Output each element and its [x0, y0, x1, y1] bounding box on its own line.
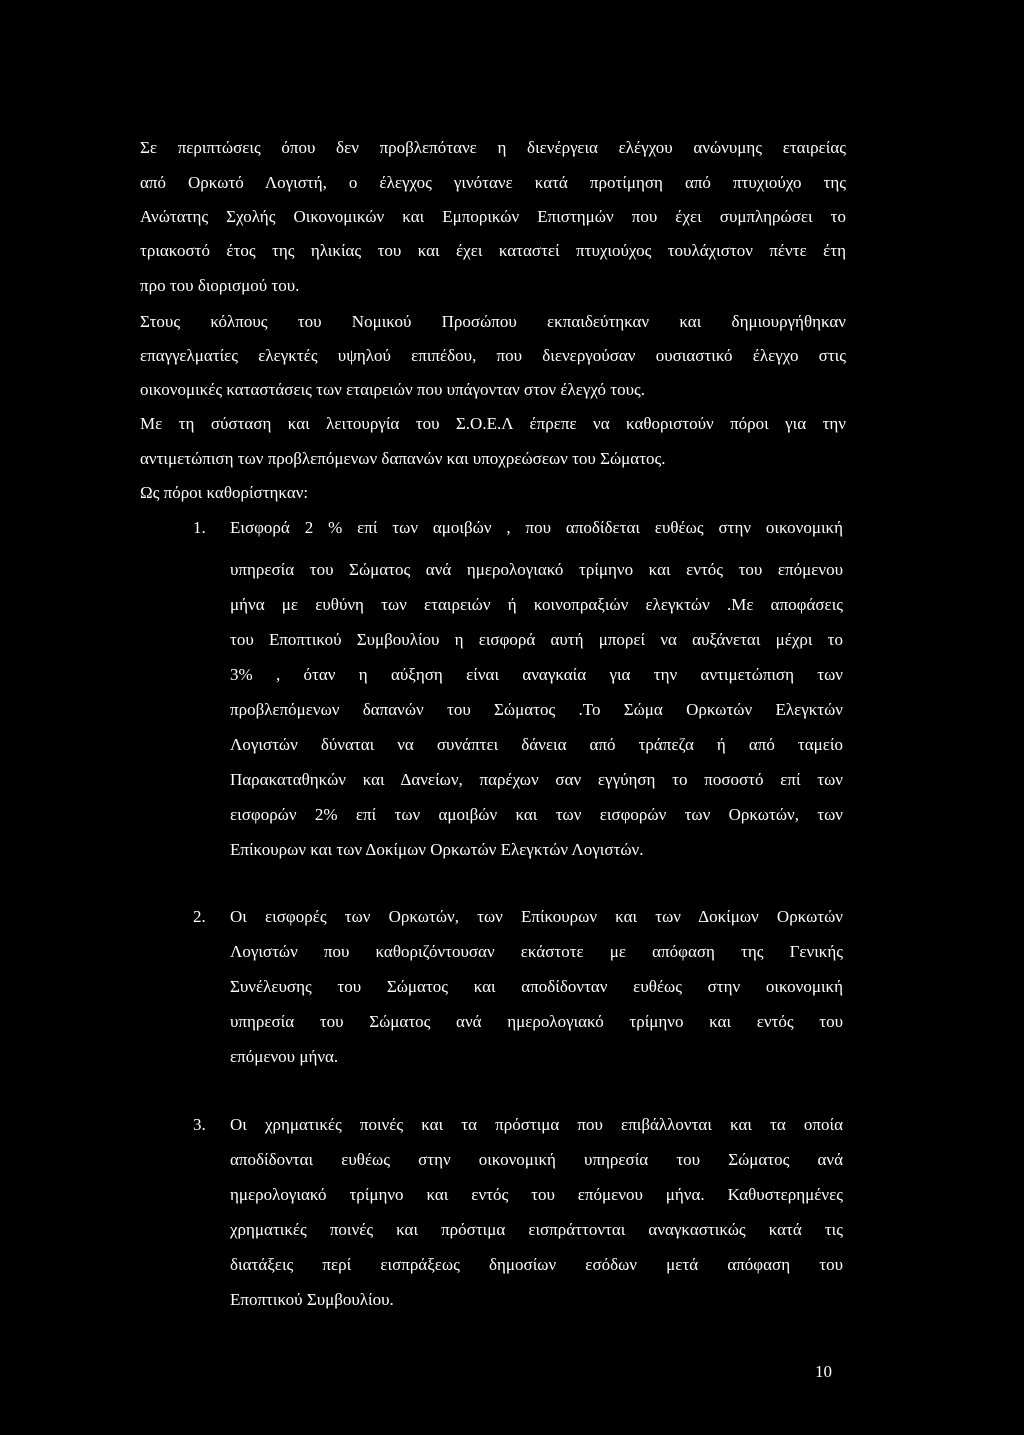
text-line: Με τη σύσταση και λειτουργία του Σ.Ο.Ε.Λ έπρεπε να καθοριστούν πόροι για την — [140, 414, 846, 433]
text-line: 3% , όταν η αύξηση είναι αναγκαία για την αντιμετώπιση των — [230, 665, 843, 684]
text-line: προβλεπόμενων δαπανών του Σώματος .Το Σώμα Ορκωτών Ελεγκτών — [230, 700, 843, 719]
text-line: Εποπτικού Συμβουλίου. — [230, 1290, 394, 1309]
text-line: Λογιστών που καθοριζόντουσαν εκάστοτε με απόφαση της Γενικής — [230, 942, 843, 961]
item-number: 1. — [193, 518, 206, 537]
text-line: χρηματικές ποινές και πρόστιμα εισπράττονται αναγκαστικώς κατά τις — [230, 1220, 843, 1239]
text-line: μήνα με ευθύνη των εταιρειών ή κοινοπραξιών ελεγκτών .Με αποφάσεις — [230, 595, 843, 614]
text-line: του Εποπτικού Συμβουλίου η εισφορά αυτή μπορεί να αυξάνεται μέχρι το — [230, 630, 843, 649]
text-line: επαγγελματίες ελεγκτές υψηλού επιπέδου, που διενεργούσαν ουσιαστικό έλεγχο στις — [140, 346, 846, 365]
text-line: διατάξεις περί εισπράξεως δημοσίων εσόδων μετά απόφαση του — [230, 1255, 843, 1274]
item-number: 3. — [193, 1115, 206, 1134]
text-line: Ανώτατης Σχολής Οικονομικών και Εμπορικών Επιστημών που έχει συμπληρώσει το — [140, 207, 846, 226]
text-line: Σε περιπτώσεις όπου δεν προβλεπότανε η διενέργεια ελέγχου ανώνυμης εταιρείας — [140, 138, 846, 157]
text-line: αντιμετώπιση των προβλεπόμενων δαπανών και υποχρεώσεων του Σώματος. — [140, 449, 666, 468]
text-line: από Ορκωτό Λογιστή, ο έλεγχος γινότανε κατά προτίμηση από πτυχιούχο της — [140, 173, 846, 192]
text-line: Λογιστών δύναται να συνάπτει δάνεια από τράπεζα ή από ταμείο — [230, 735, 843, 754]
text-line: προ του διορισμού του. — [140, 276, 300, 295]
text-line: υπηρεσία του Σώματος ανά ημερολογιακό τρίμηνο και εντός του — [230, 1012, 843, 1031]
text-line: επόμενου μήνα. — [230, 1047, 339, 1066]
text-line: Οι εισφορές των Ορκωτών, των Επίκουρων και των Δοκίμων Ορκωτών — [230, 907, 843, 926]
text-line: εισφορών 2% επί των αμοιβών και των εισφορών των Ορκωτών, των — [230, 805, 843, 824]
text-line: Στους κόλπους του Νομικού Προσώπου εκπαιδεύτηκαν και δημιουργήθηκαν — [140, 312, 846, 331]
text-line: Οι χρηματικές ποινές και τα πρόστιμα που επιβάλλονται και τα οποία — [230, 1115, 843, 1134]
text-line: Παρακαταθηκών και Δανείων, παρέχων σαν εγγύηση το ποσοστό επί των — [230, 770, 843, 789]
item-number: 2. — [193, 907, 206, 926]
text-line: αποδίδονται ευθέως στην οικονομική υπηρεσία του Σώματος ανά — [230, 1150, 843, 1169]
resources-heading: Ως πόροι καθορίστηκαν: — [140, 483, 309, 502]
page-number: 10 — [815, 1362, 832, 1381]
text-line: Επίκουρων και των Δοκίμων Ορκωτών Ελεγκτών Λογιστών. — [230, 840, 644, 859]
text-line: ημερολογιακό τρίμηνο και εντός του επόμενου μήνα. Καθυστερημένες — [230, 1185, 843, 1204]
text-line: τριακοστό έτος της ηλικίας του και έχει καταστεί πτυχιούχος τουλάχιστον πέντε έτη — [140, 241, 846, 260]
text-line: Εισφορά 2 % επί των αμοιβών , που αποδίδεται ευθέως στην οικονομική — [230, 518, 843, 537]
text-line: οικονομικές καταστάσεις των εταιρειών που υπάγονταν στον έλεγχό τους. — [140, 380, 646, 399]
text-line: Συνέλευσης του Σώματος και αποδίδονταν ευθέως στην οικονομική — [230, 977, 843, 996]
text-line: υπηρεσία του Σώματος ανά ημερολογιακό τρίμηνο και εντός του επόμενου — [230, 560, 843, 579]
